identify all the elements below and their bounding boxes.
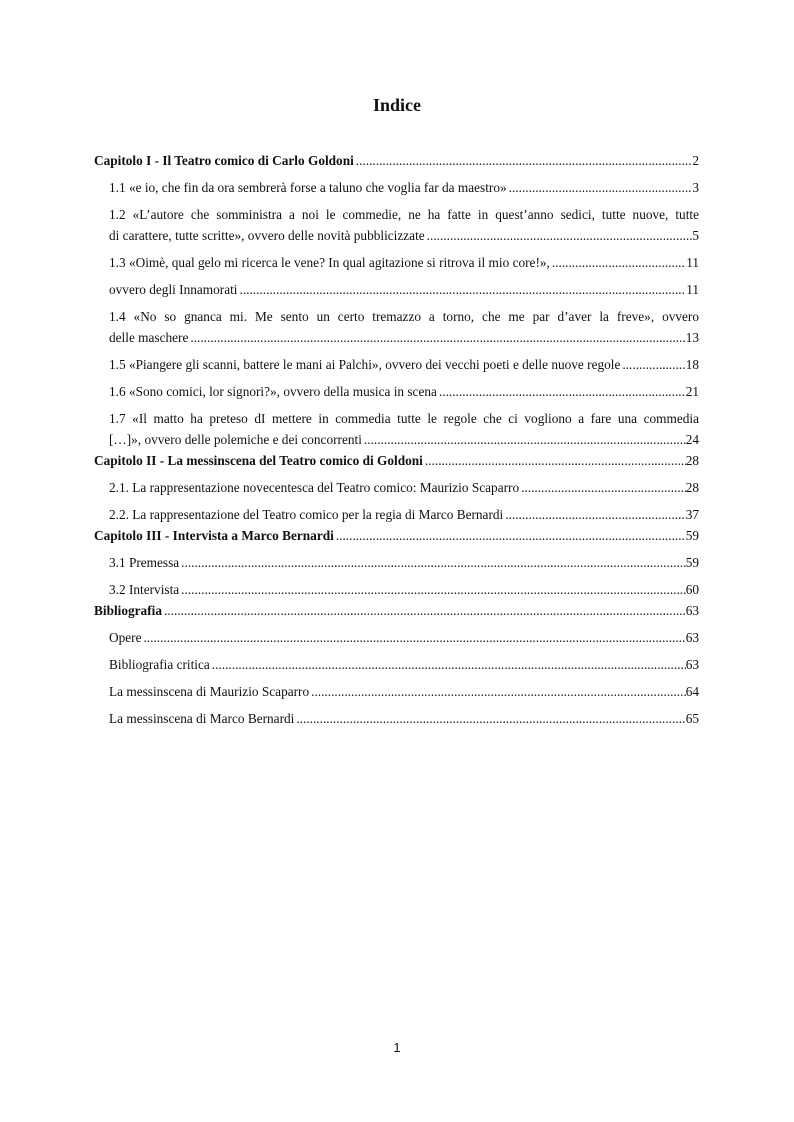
toc-page-number: 60 [685,582,699,597]
toc-section-1-2[interactable] [94,204,699,246]
toc-section-2-2[interactable] [94,504,699,525]
toc-page-number: 18 [685,357,699,372]
toc-entry-text-line-1: 1.4 «No so gnanca mi. Me sento un certo tremazzo a torno, che me par d’aver la freve», ovvero [109,309,699,324]
toc-page-number: 11 [686,255,699,270]
toc-page-number: 64 [685,684,699,699]
toc-bibliography-bernardi[interactable] [94,708,699,729]
toc-entry-text: ovvero degli Innamorati [109,282,238,297]
toc-page-number: 3 [692,180,699,195]
toc-section-1-7[interactable] [94,408,699,450]
toc-entry-text: 1.5 «Piangere gli scanni, battere le mani ai Palchi», ovvero dei vecchi poeti e delle nuove regole [109,357,621,372]
toc-page-number: 24 [685,432,699,447]
toc-entry-text: Bibliografia critica [109,657,210,672]
toc-page-number: 13 [685,330,699,345]
toc-page-number: 11 [686,282,699,297]
toc-page-number: 28 [685,453,699,468]
toc-page-number: 5 [692,228,699,243]
toc-entry-text: Opere [109,630,142,645]
toc-entry-text-line-2: di carattere, tutte scritte», ovvero delle novità pubblicizzate [109,228,425,243]
toc-entry-text: 3.1 Premessa [109,555,180,570]
toc-entry-text: 1.1 «e io, che fin da ora sembrerà forse a taluno che voglia far da maestro» [109,180,507,195]
table-of-contents [94,150,699,729]
toc-page-number: 63 [685,630,699,645]
toc-entry-text-line-2: […]», ovvero delle polemiche e dei concorrenti [109,432,362,447]
toc-section-1-1[interactable] [94,177,699,198]
toc-entry-text: 1.3 «Oimè, qual gelo mi ricerca le vene? In qual agitazione si ritrova il mio core!», [109,255,550,270]
toc-chapter-1[interactable] [94,150,699,171]
toc-page-number: 65 [685,711,699,726]
toc-bibliography-scaparro[interactable] [94,681,699,702]
page-number: 1 [393,1040,401,1055]
toc-section-1-5[interactable] [94,354,699,375]
toc-entry-text: Capitolo II - La messinscena del Teatro comico di Goldoni [94,453,423,468]
toc-entry-text-line-1: 1.7 «Il matto ha preteso dI mettere in commedia tutte le regole che ci vogliono a fare una commedia [109,411,699,426]
toc-section-2-1[interactable] [94,477,699,498]
toc-bibliography[interactable] [94,600,699,621]
toc-entry-text: Capitolo III - Intervista a Marco Bernardi [94,528,334,543]
toc-page-number: 21 [685,384,699,399]
toc-entry-text: 2.1. La rappresentazione novecentesca del Teatro comico: Maurizio Scaparro [109,480,520,495]
toc-entry-text: Capitolo I - Il Teatro comico di Carlo Goldoni [94,153,354,168]
toc-section-1-4[interactable] [94,306,699,348]
toc-entry-text-line-1: 1.2 «L’autore che somministra a noi le commedie, ne ha fatte in quest’anno sedici, tutte nuove, tutte [109,207,699,222]
toc-entry-text: 1.6 «Sono comici, lor signori?», ovvero della musica in scena [109,384,437,399]
toc-section-3-2[interactable] [94,579,699,600]
toc-page-number: 2 [692,153,699,168]
toc-bibliography-critica[interactable] [94,654,699,675]
toc-section-1-6[interactable] [94,381,699,402]
page-title: Indice [372,95,421,115]
toc-page-number: 63 [685,657,699,672]
toc-section-3-1[interactable] [94,552,699,573]
toc-entry-text: La messinscena di Marco Bernardi [109,711,295,726]
toc-entry-text-line-2: delle maschere [109,330,189,345]
toc-page-number: 59 [685,555,699,570]
toc-entry-text: 2.2. La rappresentazione del Teatro comico per la regia di Marco Bernardi [109,507,504,522]
toc-page-number: 28 [685,480,699,495]
toc-section-1-3[interactable] [94,252,699,273]
toc-bibliography-opere[interactable] [94,627,699,648]
toc-page-number: 63 [685,603,699,618]
toc-entry-text: Bibliografia [94,603,162,618]
toc-chapter-3[interactable] [94,525,699,546]
toc-page-number: 37 [685,507,699,522]
toc-page-number: 59 [685,528,699,543]
toc-entry-text: La messinscena di Maurizio Scaparro [109,684,310,699]
toc-entry-text: 3.2 Intervista [109,582,180,597]
toc-chapter-2[interactable] [94,450,699,471]
toc-section-1-3-continued[interactable] [94,279,699,300]
